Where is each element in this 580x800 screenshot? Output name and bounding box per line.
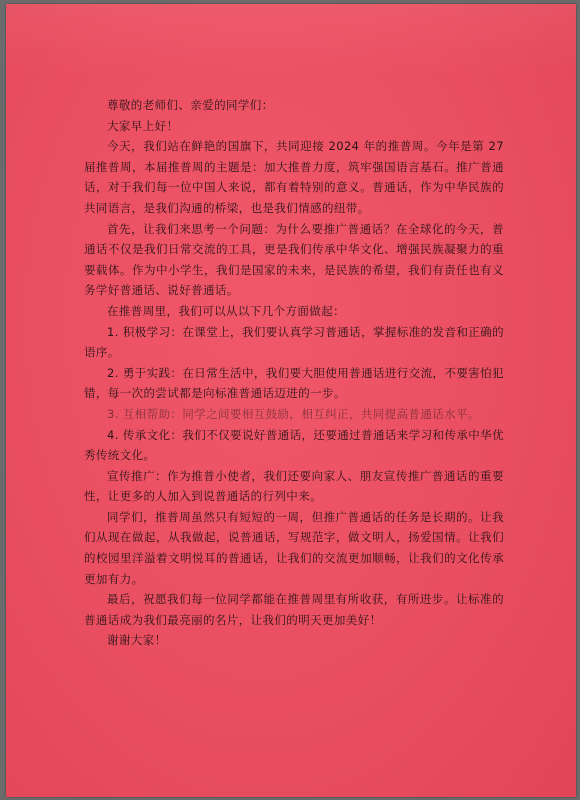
paragraph-call-to-action: 同学们，推普周虽然只有短短的一周，但推广普通话的任务是长期的。让我们从现在做起，从我做起，说普通话，写规范字，做文明人，扬爱国情。让我们的校园里洋溢着文明悦耳的普通话，让我们的交流更加顺畅，让我们的文化传承更加有力。 <box>84 509 504 586</box>
paragraph-wishes: 最后，祝愿我们每一位同学都能在推普周里有所收获，有所进步。让标准的普通话成为我们最亮丽的名片，让我们的明天更加美好！ <box>84 592 504 627</box>
paragraph-why: 首先，让我们来思考一个问题：为什么要推广普通话？在全球化的今天，普通话不仅是我们日常交流的工具，更是我们传承中华文化、增强民族凝聚力的重要载体。作为中小学生，我们是国家的未来，是民族的希望，我们有责任也有义务学好普通话、说好普通话。 <box>84 221 504 298</box>
closing: 谢谢大家！ <box>107 633 167 648</box>
list-item-culture: 4. 传承文化：我们不仅要说好普通话，还要通过普通话来学习和传承中华优秀传统文化。 <box>84 427 504 463</box>
paper-sheet <box>6 4 576 797</box>
paragraph-promotion: 宣传推广：作为推普小使者，我们还要向家人、朋友宣传推广普通话的重要性，让更多的人加入到说普通话的行列中来。 <box>84 468 504 504</box>
paragraph-actions-lead: 在推普周里，我们可以从以下几个方面做起： <box>107 303 345 318</box>
speech-text <box>84 95 504 651</box>
paragraph-intro: 今天，我们站在鲜艳的国旗下，共同迎接 2024 年的推普周。今年是第 27 届推普周，本届推普周的主题是：加大推普力度，筑牢强国语言基石。推广普通话，对于我们每一位中国人来说，都有着特别的意义。普通话，作为中华民族的共同语言，是我们沟通的桥梁，也是我们情感的纽带。 <box>84 139 504 215</box>
greeting: 大家早上好！ <box>107 118 179 133</box>
list-item-practice: 2. 勇于实践：在日常生活中，我们要大胆使用普通话进行交流，不要害怕犯错，每一次的尝试都是向标准普通话迈进的一步。 <box>84 365 504 401</box>
salutation: 尊敬的老师们、亲爱的同学们： <box>107 98 274 112</box>
list-item-study: 1. 积极学习：在课堂上，我们要认真学习普通话，掌握标准的发音和正确的语序。 <box>84 324 504 360</box>
list-item-help: 3. 互相帮助：同学之间要相互鼓励，相互纠正，共同提高普通话水平。 <box>107 406 480 421</box>
